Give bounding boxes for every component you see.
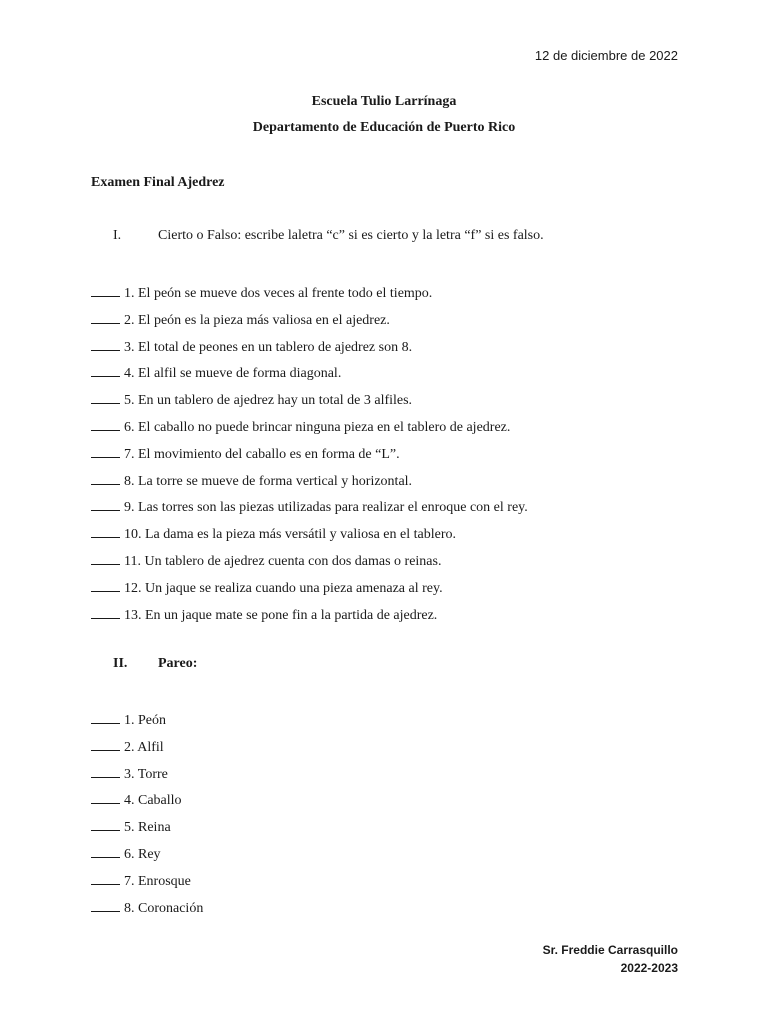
question-text: 3. El total de peones en un tablero de ajedrez son 8.: [124, 339, 413, 355]
list-item: [91, 523, 528, 550]
match-term: 3. Torre: [124, 766, 168, 782]
list-item: [91, 843, 203, 870]
question-text: 5. En un tablero de ajedrez hay un total de 3 alfiles.: [124, 393, 413, 409]
section-2-numeral: II.: [113, 656, 128, 671]
list-item: [91, 550, 528, 577]
section-1-instructions: Cierto o Falso: escribe laletra “c” si es cierto y la letra “f” si es falso.: [158, 228, 544, 243]
match-term: 6. Rey: [124, 846, 161, 862]
list-item: [91, 736, 203, 763]
list-item: [91, 309, 528, 336]
answer-blank[interactable]: [91, 897, 120, 912]
list-item: [91, 470, 528, 497]
answer-blank[interactable]: [91, 309, 120, 324]
match-term: 8. Coronación: [124, 900, 204, 916]
true-false-list: [91, 282, 528, 630]
question-text: 13. En un jaque mate se pone fin a la partida de ajedrez.: [124, 607, 438, 623]
section-2-title: Pareo:: [158, 656, 198, 671]
question-text: 9. Las torres son las piezas utilizadas para realizar el enroque con el rey.: [124, 500, 528, 516]
list-item: [91, 282, 528, 309]
list-item: [91, 416, 528, 443]
question-text: 12. Un jaque se realiza cuando una pieza amenaza al rey.: [124, 580, 443, 596]
department-name: Departamento de Educación de Puerto Rico: [252, 120, 516, 135]
list-item: [91, 816, 203, 843]
question-text: 7. El movimiento del caballo es en forma de “L”.: [124, 446, 400, 462]
list-item: [91, 789, 203, 816]
list-item: [91, 496, 528, 523]
question-text: 1. El peón se mueve dos veces al frente todo el tiempo.: [124, 286, 433, 301]
question-text: 10. La dama es la pieza más versátil y valiosa en el tablero.: [124, 527, 456, 543]
list-item: [91, 709, 203, 736]
list-item: [91, 870, 203, 897]
matching-list: [91, 709, 203, 923]
document-date: 12 de diciembre de 2022: [534, 48, 678, 63]
section-1-heading: [113, 228, 544, 244]
school-name: Escuela Tulio Larrínaga: [311, 94, 457, 109]
answer-blank[interactable]: [91, 470, 120, 485]
match-term: 2. Alfil: [124, 739, 164, 755]
list-item: [91, 362, 528, 389]
list-item: [91, 763, 203, 790]
answer-blank[interactable]: [91, 709, 120, 724]
question-text: 8. La torre se mueve de forma vertical y horizontal.: [124, 473, 413, 489]
question-text: 11. Un tablero de ajedrez cuenta con dos damas o reinas.: [124, 553, 442, 569]
match-term: 5. Reina: [124, 820, 171, 836]
answer-blank[interactable]: [91, 550, 120, 565]
answer-blank[interactable]: [91, 843, 120, 858]
list-item: [91, 897, 203, 924]
answer-blank[interactable]: [91, 496, 120, 511]
answer-blank[interactable]: [91, 389, 120, 404]
list-item: [91, 577, 528, 604]
list-item: [91, 604, 528, 631]
answer-blank[interactable]: [91, 282, 120, 297]
section-2-heading: [113, 656, 197, 672]
exam-title: Examen Final Ajedrez: [91, 175, 225, 190]
match-term: 1. Peón: [124, 713, 166, 728]
answer-blank[interactable]: [91, 736, 120, 751]
school-year: 2022-2023: [620, 961, 678, 975]
teacher-name: Sr. Freddie Carrasquillo: [542, 943, 678, 957]
section-1-numeral: I.: [113, 228, 122, 243]
answer-blank[interactable]: [91, 362, 120, 377]
answer-blank[interactable]: [91, 870, 120, 885]
list-item: [91, 389, 528, 416]
answer-blank[interactable]: [91, 604, 120, 619]
answer-blank[interactable]: [91, 416, 120, 431]
question-text: 4. El alfil se mueve de forma diagonal.: [124, 366, 342, 382]
match-term: 4. Caballo: [124, 793, 182, 809]
answer-blank[interactable]: [91, 789, 120, 804]
question-text: 6. El caballo no puede brincar ninguna pieza en el tablero de ajedrez.: [124, 419, 511, 435]
list-item: [91, 443, 528, 470]
answer-blank[interactable]: [91, 336, 120, 351]
answer-blank[interactable]: [91, 443, 120, 458]
question-text: 2. El peón es la pieza más valiosa en el ajedrez.: [124, 312, 390, 328]
answer-blank[interactable]: [91, 523, 120, 538]
answer-blank[interactable]: [91, 763, 120, 778]
answer-blank[interactable]: [91, 577, 120, 592]
answer-blank[interactable]: [91, 816, 120, 831]
list-item: [91, 336, 528, 363]
match-term: 7. Enrosque: [124, 873, 191, 889]
